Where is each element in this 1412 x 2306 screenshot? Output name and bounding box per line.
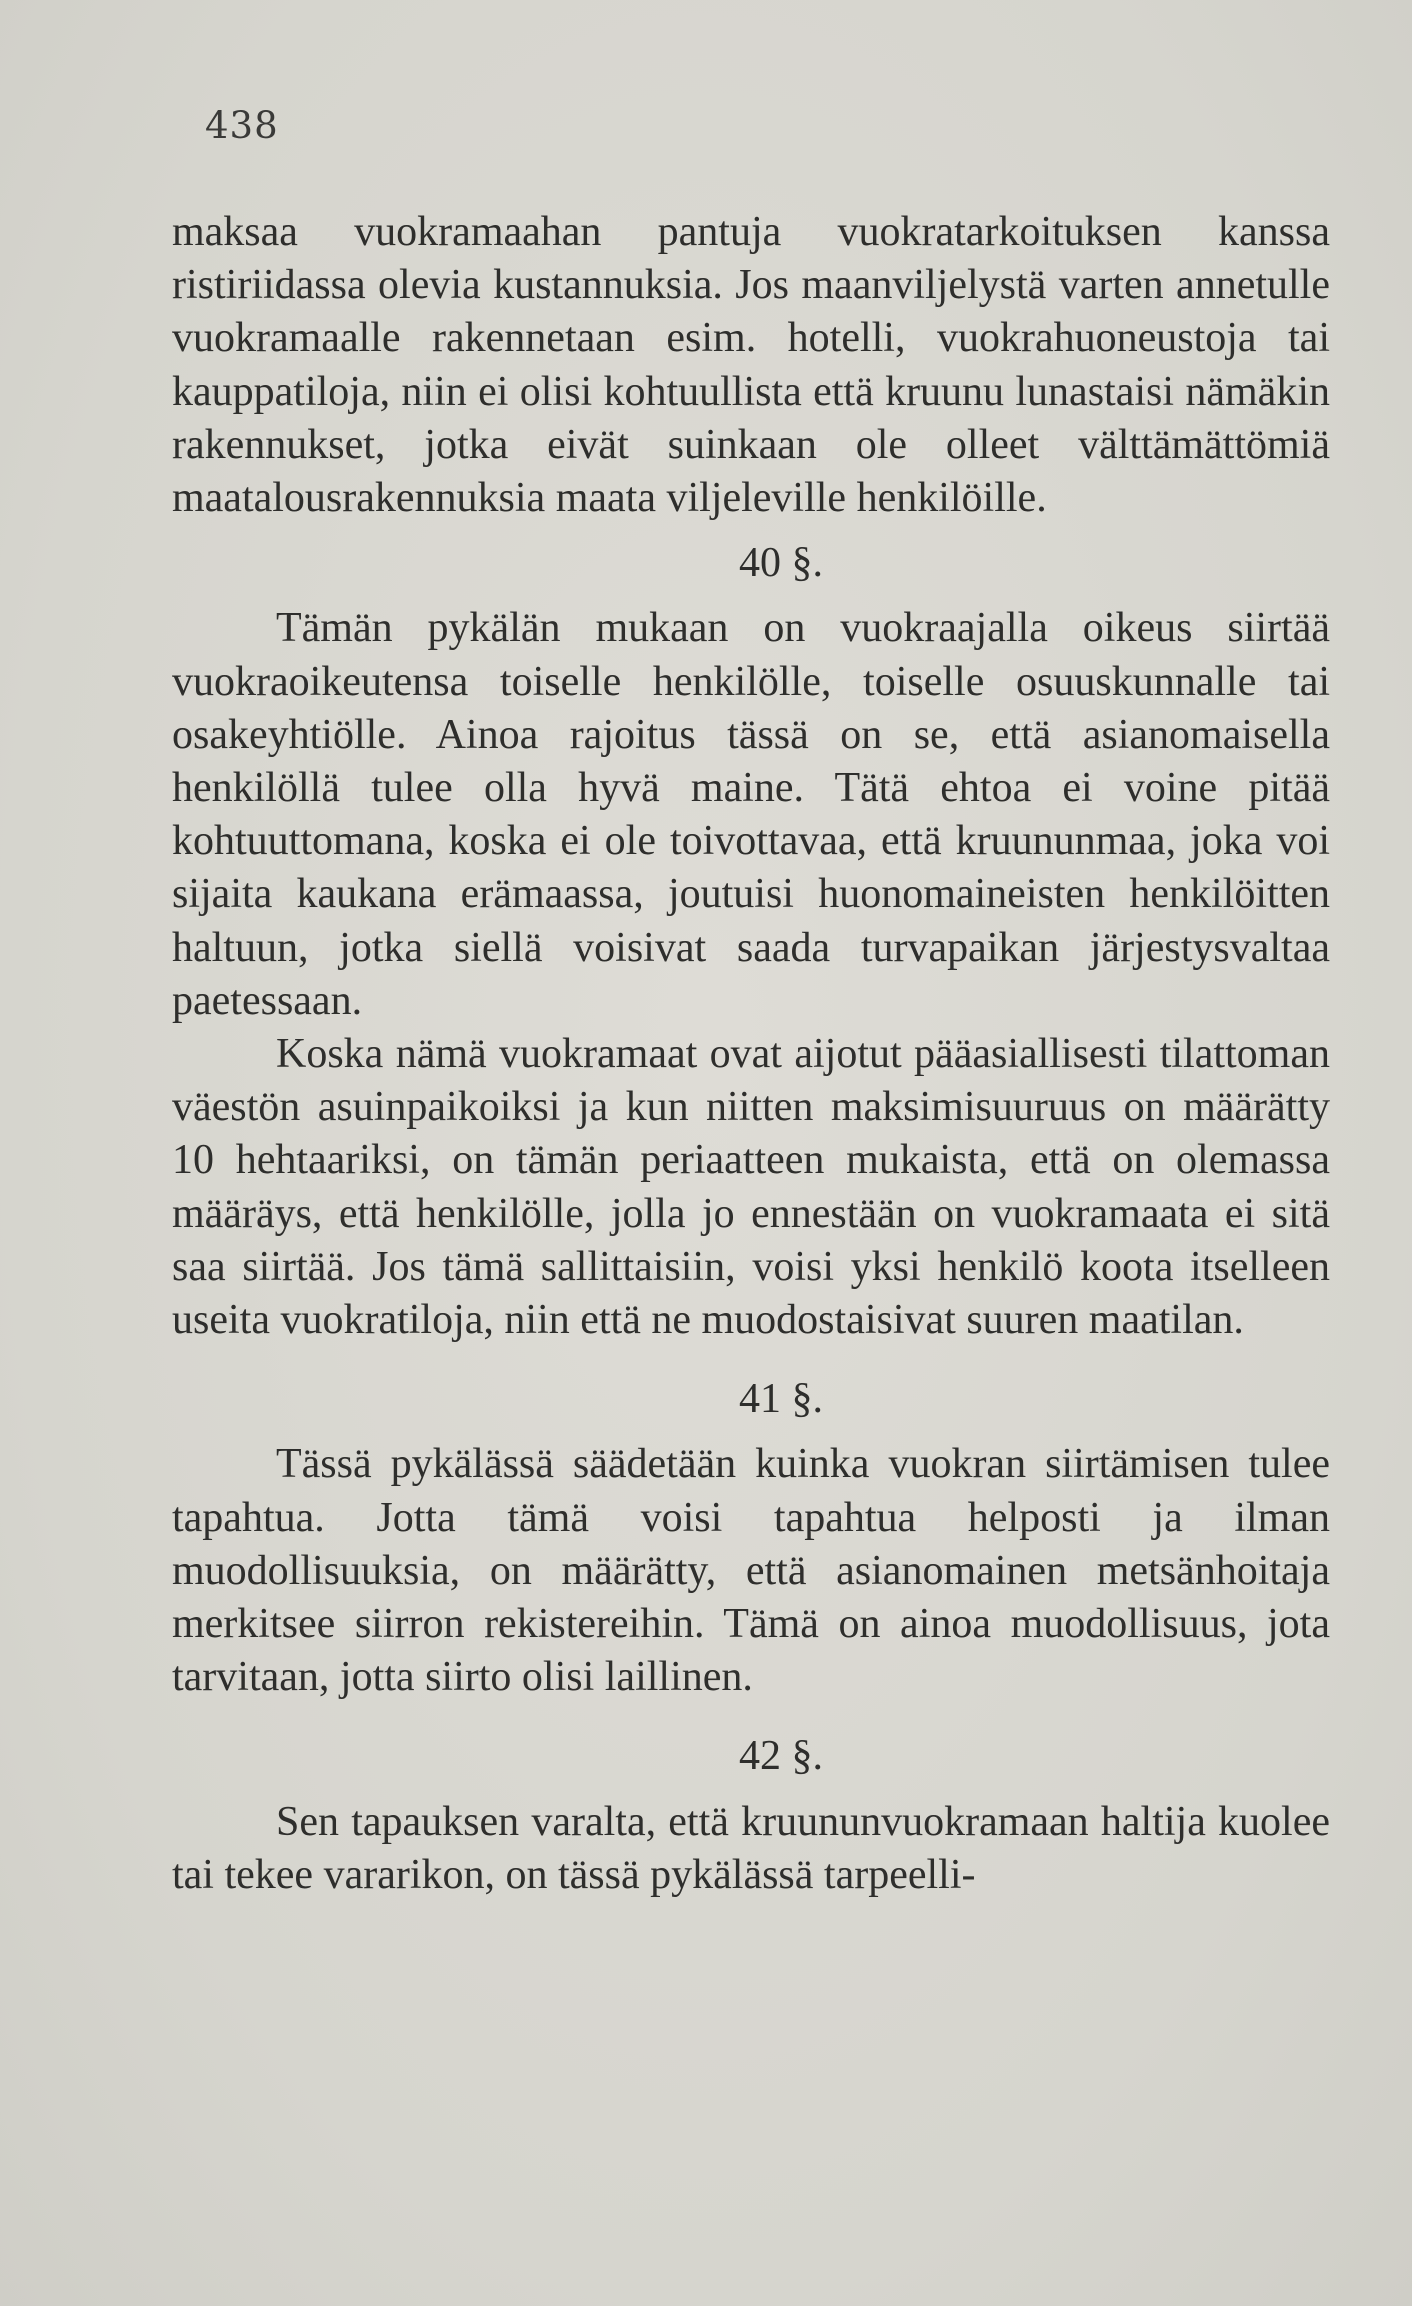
paragraph-continuation: maksaa vuokramaahan pantuja vuokratarkoituksen kanssa ristiriidassa olevia kustannuksia. Jos maanviljelystä varten annetulle vuokramaalle rakennetaan esim. hotelli, vuokrahuoneustoja tai kauppatiloja, niin ei olisi kohtuullista että kruunu lunastaisi nämäkin rakennukset, jotka eivät suinkaan ole olleet välttämättömiä maatalousrakennuksia maata viljeleville henkilöille. <box>172 209 1330 522</box>
paragraph-section-40: Tämän pykälän mukaan on vuokraajalla oikeus siirtää vuokraoikeutensa toiselle henkilölle, toiselle osuuskunnalle tai osakeyhtiölle. Ainoa rajoitus tässä on se, että asianomaisella henkilöllä tulee olla hyvä maine. Tätä ehtoa ei voine pitää kohtuuttomana, koska ei ole toivottavaa, että kruununmaa, joka voi sijaita kaukana erämaassa, joutuisi huonomaineisten henkilöitten haltuun, jotka siellä voisivat saada turvapaikan järjestysvaltaa paetessaan. <box>172 605 1330 1024</box>
section-heading-42: 42 §. <box>739 1733 823 1780</box>
body-text <box>172 206 1330 1902</box>
page-number: 438 <box>205 104 279 147</box>
section-heading-40: 40 §. <box>739 540 823 587</box>
section-heading-41: 41 §. <box>739 1376 823 1423</box>
paragraph-section-40-second: Koska nämä vuokramaat ovat aijotut pääasiallisesti tilattoman väestön asuinpaikoiksi ja kun niitten maksimisuuruus on määrätty 10 hehtaariksi, on tämän periaatteen mukaista, että on olemassa määräys, että henkilölle, jolla jo ennestään on vuokramaata ei sitä saa siirtää. Jos tämä sallittaisiin, voisi yksi henkilö koota itselleen useita vuokratiloja, niin että ne muodostaisivat suuren maatilan. <box>172 1031 1330 1344</box>
paragraph-section-41: Tässä pykälässä säädetään kuinka vuokran siirtämisen tulee tapahtua. Jotta tämä voisi tapahtua helposti ja ilman muodollisuuksia, on määrätty, että asianomainen metsänhoitaja merkitsee siirron rekistereihin. Tämä on ainoa muodollisuus, jota tarvitaan, jotta siirto olisi laillinen. <box>172 1441 1330 1701</box>
paragraph-section-42: Sen tapauksen varalta, että kruununvuokramaan haltija kuolee tai tekee vararikon, on tässä pykälässä tarpeelli- <box>172 1798 1330 1898</box>
